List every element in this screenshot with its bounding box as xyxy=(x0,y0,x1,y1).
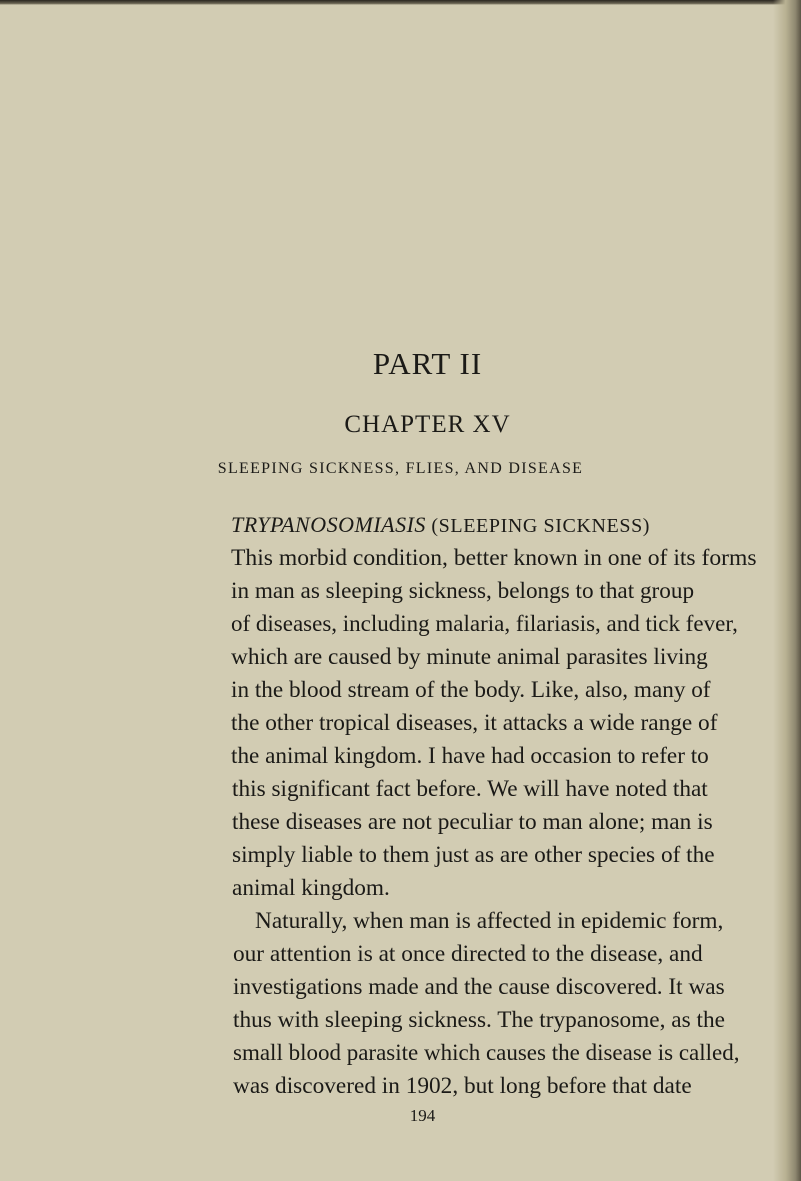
body-line: Naturally, when man is affected in epidemic form, xyxy=(255,908,724,934)
body-line: the animal kingdom. I have had occasion to refer to xyxy=(231,743,709,769)
body-line: was discovered in 1902, but long before that date xyxy=(233,1073,692,1099)
section-heading xyxy=(231,512,791,538)
body-line: in the blood stream of the body. Like, also, many of xyxy=(231,677,711,703)
body-line: small blood parasite which causes the disease is called, xyxy=(233,1040,740,1065)
body-line: investigations made and the cause discovered. It was xyxy=(233,974,725,1000)
part-title: PART II xyxy=(372,346,483,381)
body-line: thus with sleeping sickness. The trypanosome, as the xyxy=(233,1007,725,1033)
page-number: 194 xyxy=(409,1106,436,1125)
body-line: these diseases are not peculiar to man alone; man is xyxy=(232,809,713,835)
body-line: of diseases, including malaria, filariasis, and tick fever, xyxy=(231,611,738,636)
body-line: in man as sleeping sickness, belongs to that group xyxy=(231,578,695,604)
body-line: the other tropical diseases, it attacks a wide range of xyxy=(231,710,718,736)
chapter-subtitle: SLEEPING SICKNESS, FLIES, AND DISEASE xyxy=(217,460,584,477)
section-heading-gloss: (SLEEPING SICKNESS) xyxy=(431,515,651,537)
body-line: our attention is at once directed to the disease, and xyxy=(233,941,703,967)
section-heading-term: TRYPANOSOMIASIS xyxy=(231,512,426,537)
chapter-title: CHAPTER XV xyxy=(344,411,511,438)
body-line: this significant fact before. We will have noted that xyxy=(232,776,708,802)
body-line: animal kingdom. xyxy=(232,875,390,901)
body-line: simply liable to them just as are other species of the xyxy=(232,842,715,868)
body-line: This morbid condition, better known in one of its forms xyxy=(231,545,757,571)
body-line: which are caused by minute animal parasites living xyxy=(231,644,708,670)
